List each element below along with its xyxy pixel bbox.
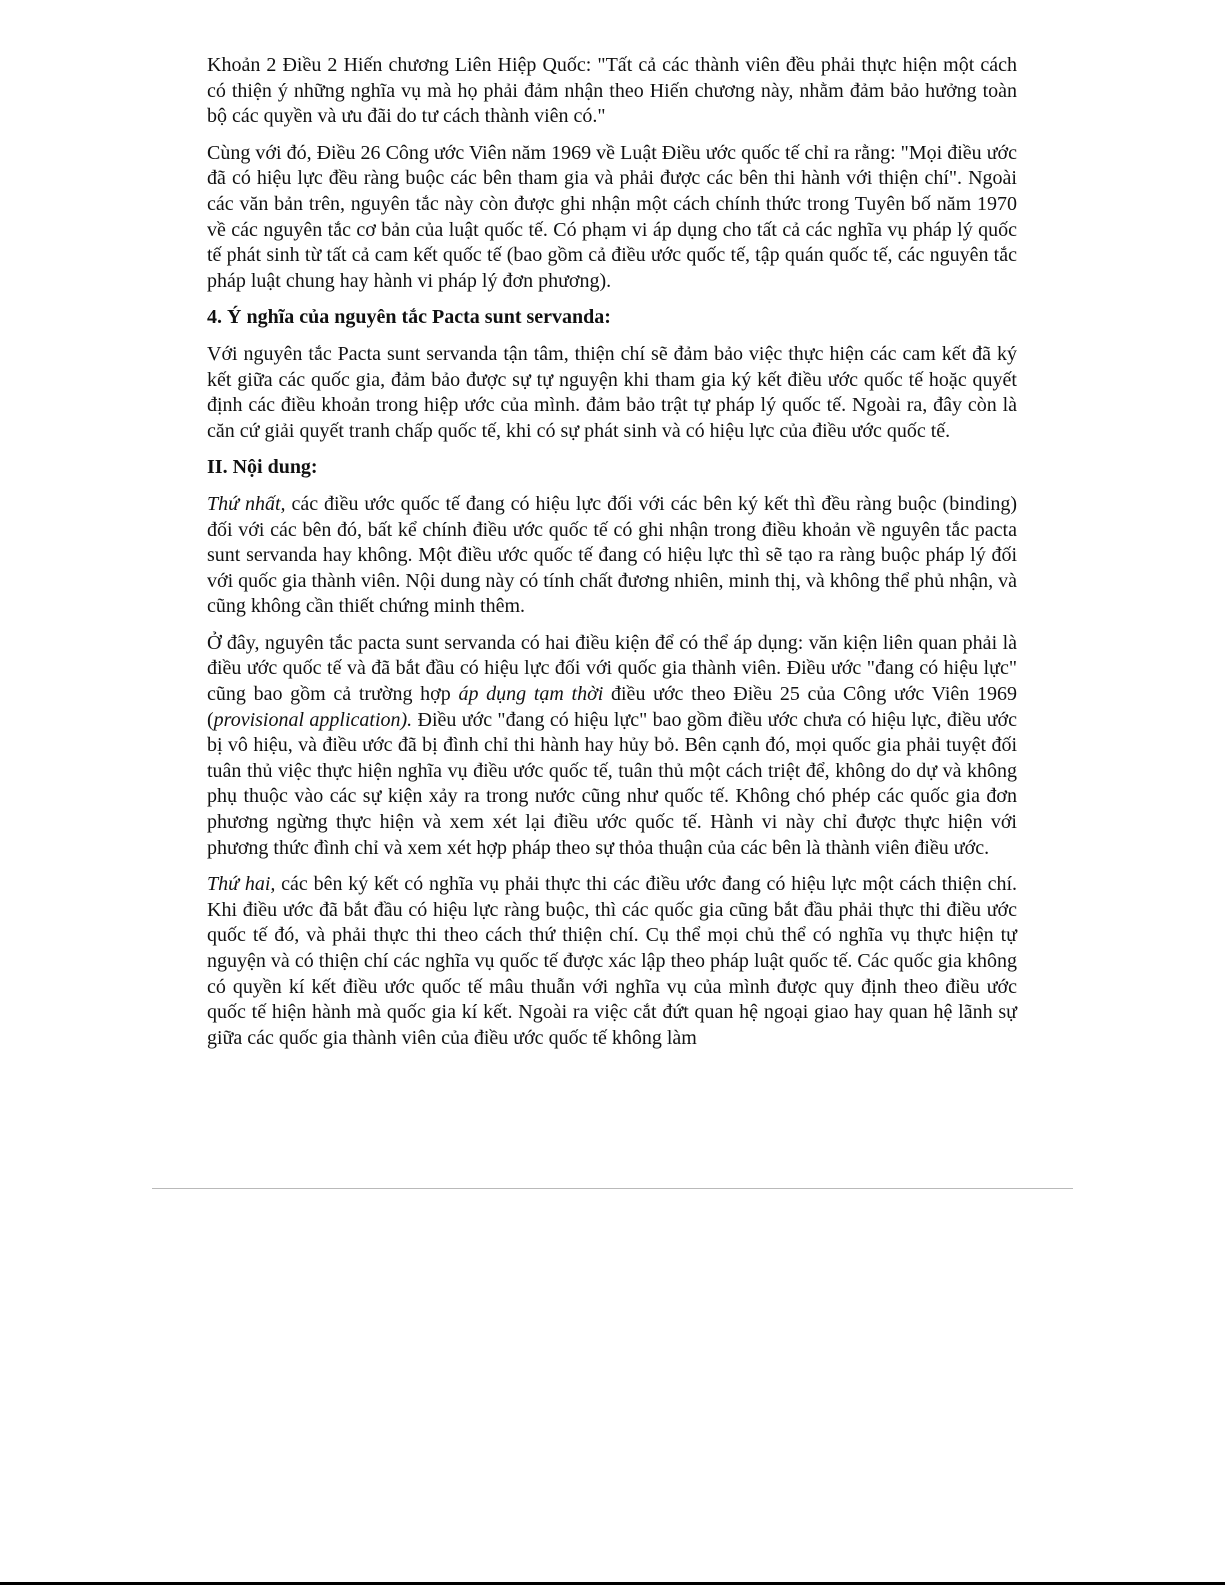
document-page-content (207, 53, 1017, 1062)
paragraph-second-point (207, 872, 1017, 1051)
paragraph-charter-article-2: Khoản 2 Điều 2 Hiến chương Liên Hiệp Quốc: "Tất cả các thành viên đều phải thực hiện một cách có thiện ý những nghĩa vụ mà họ phải đảm nhận theo Hiến chương này, nhằm đảm bảo hưởng toàn bộ các quyền và ưu đãi do tư cách thành viên có." (207, 54, 1017, 128)
first-point-lead: Thứ nhất, (207, 492, 286, 515)
paragraph-application-conditions (207, 631, 1017, 861)
conditions-text-c: Điều ước "đang có hiệu lực" bao gồm điều ước chưa có hiệu lực, điều ước bị vô hiệu, và điều ước đã bị đình chỉ thi hành hay hủy bỏ. Bên cạnh đó, mọi quốc gia phải tuyệt đối tuân thủ việc thực hiện nghĩa vụ điều ước quốc tế, tuân thủ một cách triệt để, không do dự và không phụ thuộc vào các sự kiện xảy ra trong nước cũng như quốc tế. Không chó phép các quốc gia đơn phương ngừng thực hiện và xem xét lại điều ước quốc tế. Hành vi này chỉ được thực hiện với phương thức đình chỉ và xem xét hợp pháp theo sự thỏa thuận của các bên là thành viên điều ước. (207, 708, 1017, 859)
paragraph-vienna-convention-article-26: Cùng với đó, Điều 26 Công ước Viên năm 1969 về Luật Điều ước quốc tế chỉ ra rằng: "Mọi điều ước đã có hiệu lực đều ràng buộc các bên tham gia và phải được các bên thi hành với thiện chí". Ngoài các văn bản trên, nguyên tắc này còn được ghi nhận một cách chính thức trong Tuyên bố năm 1970 về các nguyên tắc cơ bản của luật quốc tế. Có phạm vi áp dụng cho tất cả các nghĩa vụ pháp lý quốc tế phát sinh từ tất cả cam kết quốc tế (bao gồm cả điều ước quốc tế, tập quán quốc tế, các nguyên tắc pháp luật chung hay hành vi pháp lý đơn phương). (207, 141, 1017, 292)
conditions-text-a: Ở đây, nguyên tắc pacta sunt servanda có hai điều kiện để có thể áp dụng: văn kiện liên quan phải là điều ước quốc tế và đã bắt đầu có hiệu lực đối với quốc gia thành viên. Điều ước "đang có hiệu lực" cũng bao gồm cả trường hợp (207, 631, 1017, 706)
page-divider (152, 1188, 1073, 1189)
first-point-text: các điều ước quốc tế đang có hiệu lực đối với các bên ký kết thì đều ràng buộc (binding) đối với các bên đó, bất kể chính điều ước quốc tế có ghi nhận trong điều khoản về nguyên tắc pacta sunt servanda hay không. Một điều ước quốc tế đang có hiệu lực thì sẽ tạo ra ràng buộc pháp lý đối với quốc gia thành viên. Nội dung này có tính chất đương nhiên, minh thị, và không thể phủ nhận, và cũng không cần thiết chứng minh thêm. (207, 492, 1017, 618)
conditions-term-provisional-en: provisional application). (213, 708, 413, 731)
conditions-text-b: điều ước theo Điều 25 của Công ước Viên 1969 ( (207, 683, 1017, 731)
conditions-term-provisional-vn: áp dụng tạm thời (458, 683, 604, 706)
paragraph-first-point (207, 492, 1017, 620)
paragraph-significance: Với nguyên tắc Pacta sunt servanda tận tâm, thiện chí sẽ đảm bảo việc thực hiện các cam kết đã ký kết giữa các quốc gia, đảm bảo được sự tự nguyện khi tham gia ký kết điều ước quốc tế hoặc quyết định các điều khoản trong hiệp ước của mình. đảm bảo trật tự pháp lý quốc tế. Ngoài ra, đây còn là căn cứ giải quyết tranh chấp quốc tế, khi có sự phát sinh và có hiệu lực của điều ước quốc tế. (207, 342, 1017, 442)
second-point-text: các bên ký kết có nghĩa vụ phải thực thi các điều ước đang có hiệu lực một cách thiện chí. Khi điều ước đã bắt đầu có hiệu lực ràng buộc, thì các quốc gia cũng bắt đầu phải thực thi điều ước quốc tế đó, và phải thực thi theo cách thứ thiện chí. Cụ thể mọi chủ thể có nghĩa vụ thực hiện tự nguyện và có thiện chí các nghĩa vụ quốc tế được xác lập theo pháp luật quốc tế. Các quốc gia không có quyền kí kết điều ước quốc tế mâu thuẫn với nghĩa vụ của mình được quy định theo điều ước quốc tế hiện hành mà quốc gia kí kết. Ngoài ra việc cắt đứt quan hệ ngoại giao hay quan hệ lãnh sự giữa các quốc gia thành viên của điều ước quốc tế không làm (207, 873, 1018, 1049)
section-heading-significance: 4. Ý nghĩa của nguyên tắc Pacta sunt servanda: (207, 306, 611, 329)
section-heading-content: II. Nội dung: (207, 456, 318, 479)
second-point-lead: Thứ hai, (207, 873, 276, 896)
